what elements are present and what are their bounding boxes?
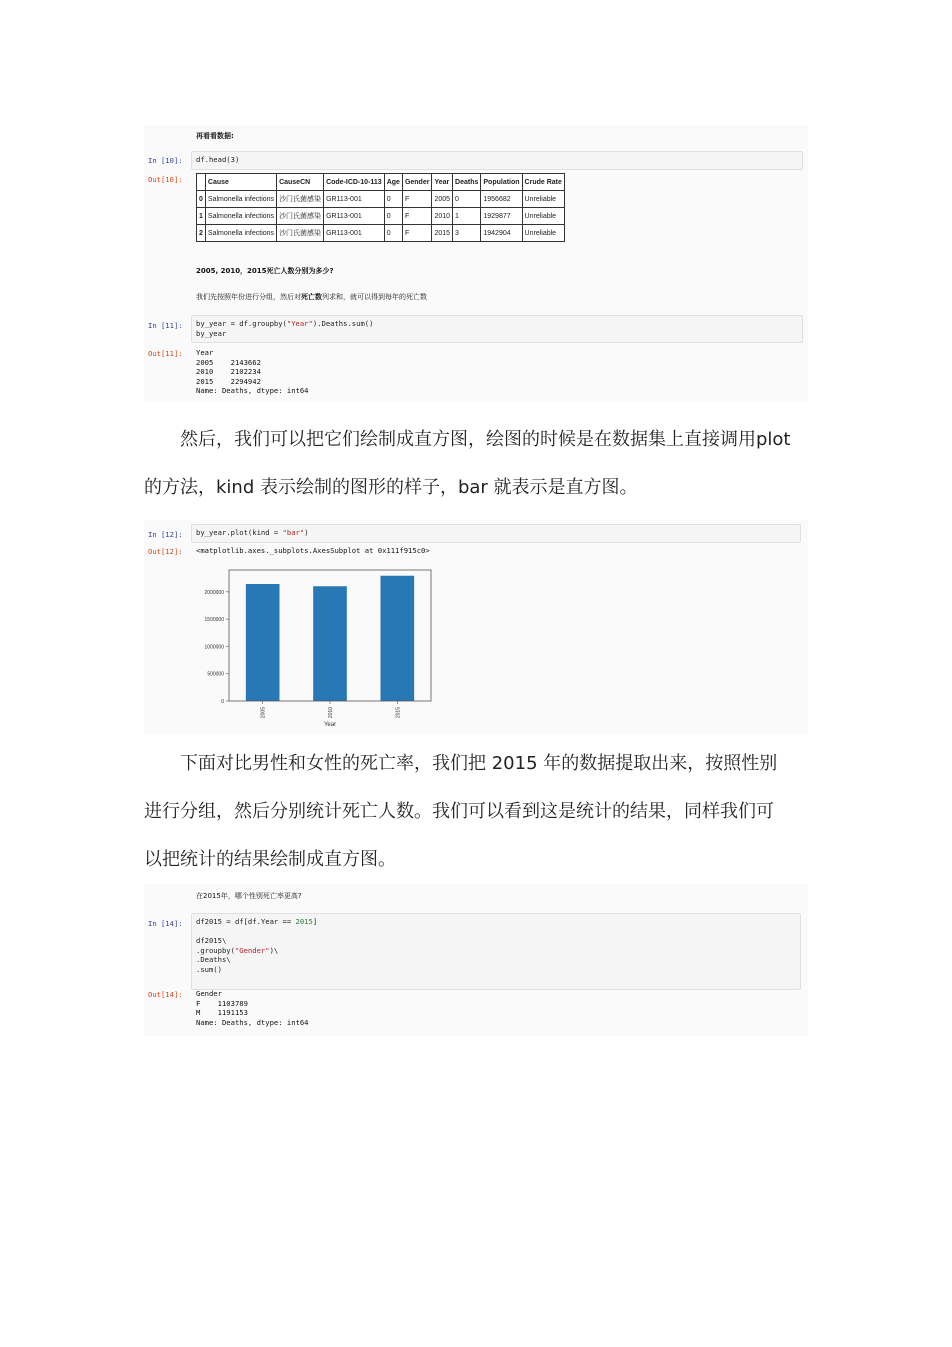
table-cell: F: [402, 191, 432, 208]
bar-chart: [189, 564, 489, 734]
table-cell: Salmonella infections: [205, 208, 276, 225]
code-cell[interactable]: by_year.plot(kind = "bar"): [191, 524, 801, 543]
table-row: [197, 191, 565, 208]
paragraph-line: 进行分组，然后分别统计死亡人数。我们可以看到这是统计的结果，同样我们可: [144, 801, 774, 822]
x-axis-label: Year: [323, 722, 337, 728]
dataframe-table: [196, 173, 565, 242]
table-header-cell: CauseCN: [277, 174, 324, 191]
table-cell: Unreliable: [522, 191, 564, 208]
table-cell: F: [402, 225, 432, 242]
code-text: df.head(3): [196, 155, 240, 164]
table-header-cell: Crude Rate: [522, 174, 564, 191]
table-cell: 2010: [432, 208, 453, 225]
table-cell: Unreliable: [522, 208, 564, 225]
y-tick-label: 0: [221, 699, 224, 705]
markdown-explanation: 我们先按照年份进行分组，然后对死亡数列求和，就可以得到每年的死亡数: [196, 293, 427, 301]
in-prompt: In [14]:: [148, 919, 183, 928]
x-tick-label: 2015: [395, 707, 402, 719]
y-tick-label: 1000000: [204, 644, 224, 651]
row-index: 2: [197, 225, 206, 242]
paragraph-1: [144, 416, 808, 512]
code-cell[interactable]: [191, 151, 803, 170]
paragraph-line: 以把统计的结果绘制成直方图。: [144, 849, 396, 870]
out-prompt: Out[10]:: [148, 175, 183, 184]
code-cell[interactable]: by_year = df.groupby("Year").Deaths.sum() by_year: [191, 315, 803, 343]
y-tick-label: 500000: [207, 671, 224, 678]
paragraph-2: [144, 740, 808, 884]
out-prompt: Out[12]:: [148, 547, 183, 556]
paragraph-line: 的方法，kind 表示绘制的图形的样子，bar 就表示是直方图。: [144, 477, 638, 498]
table-cell: 2015: [432, 225, 453, 242]
in-prompt: In [10]:: [148, 156, 183, 165]
cell-output: <matplotlib.axes._subplots.AxesSubplot at 0x111f915c0>: [196, 546, 430, 555]
table-cell: 2005: [432, 191, 453, 208]
table-cell: F: [402, 208, 432, 225]
in-prompt: In [12]:: [148, 530, 183, 539]
table-cell: 0: [384, 208, 402, 225]
table-header-cell: [197, 174, 206, 191]
table-header-cell: Gender: [402, 174, 432, 191]
x-tick-label: 2010: [328, 707, 334, 719]
paragraph-line: 然后，我们可以把它们绘制成直方图，绘图的时候是在数据集上直接调用plot: [180, 429, 791, 450]
table-cell: 0: [384, 225, 402, 242]
table-header-cell: Deaths: [453, 174, 481, 191]
table-cell: GR113-001: [324, 191, 385, 208]
code-cell[interactable]: df2015 = df[df.Year == 2015] df2015\ .groupby("Gender")\ .Deaths\ .sum(): [191, 913, 801, 990]
table-cell: 1: [453, 208, 481, 225]
bar-2010: [313, 586, 347, 701]
notebook-screenshot-1: [144, 125, 808, 402]
table-header-cell: Code-ICD-10-113: [324, 174, 385, 191]
table-cell: GR113-001: [324, 208, 385, 225]
table-cell: 沙门氏菌感染: [277, 208, 324, 225]
out-prompt: Out[14]:: [148, 990, 183, 999]
bold-term: 死亡数: [301, 293, 322, 301]
table-header-cell: Year: [432, 174, 453, 191]
in-prompt: In [11]:: [148, 321, 183, 330]
row-index: 1: [197, 208, 206, 225]
table-cell: 1956682: [481, 191, 522, 208]
markdown-question: 2005, 2010，2015死亡人数分别为多少?: [196, 267, 334, 275]
table-cell: 沙门氏菌感染: [277, 191, 324, 208]
markdown-question: 在2015年，哪个性别死亡率更高?: [196, 892, 302, 900]
table-cell: Unreliable: [522, 225, 564, 242]
table-cell: Salmonella infections: [205, 191, 276, 208]
paragraph-line: 下面对比男性和女性的死亡率，我们把 2015 年的数据提取出来，按照性别: [180, 753, 778, 774]
table-cell: Salmonella infections: [205, 225, 276, 242]
bar-2005: [246, 584, 280, 701]
table-header-cell: Cause: [205, 174, 276, 191]
y-tick-label: 2000000: [204, 589, 224, 596]
out-prompt: Out[11]:: [148, 349, 183, 358]
table-cell: 3: [453, 225, 481, 242]
table-cell: 0: [453, 191, 481, 208]
table-row: [197, 225, 565, 242]
table-cell: 1942904: [481, 225, 522, 242]
table-header-cell: Population: [481, 174, 522, 191]
table-cell: 沙门氏菌感染: [277, 225, 324, 242]
markdown-heading: 再看看数据:: [196, 132, 234, 140]
table-header-cell: Age: [384, 174, 402, 191]
table-cell: 1929877: [481, 208, 522, 225]
notebook-screenshot-2: [144, 520, 808, 734]
cell-output: Year 2005 2143662 2010 2102234 2015 2294942 Name: Deaths, dtype: int64: [196, 348, 309, 395]
bar-2015: [381, 576, 415, 701]
notebook-screenshot-3: [144, 884, 808, 1036]
row-index: 0: [197, 191, 206, 208]
x-tick-label: 2005: [260, 707, 267, 719]
table-cell: GR113-001: [324, 225, 385, 242]
table-header-row: [197, 174, 565, 191]
table-cell: 0: [384, 191, 402, 208]
cell-output: Gender F 1103789 M 1191153 Name: Deaths, dtype: int64: [196, 989, 309, 1027]
table-row: [197, 208, 565, 225]
y-tick-label: 1500000: [204, 617, 224, 624]
